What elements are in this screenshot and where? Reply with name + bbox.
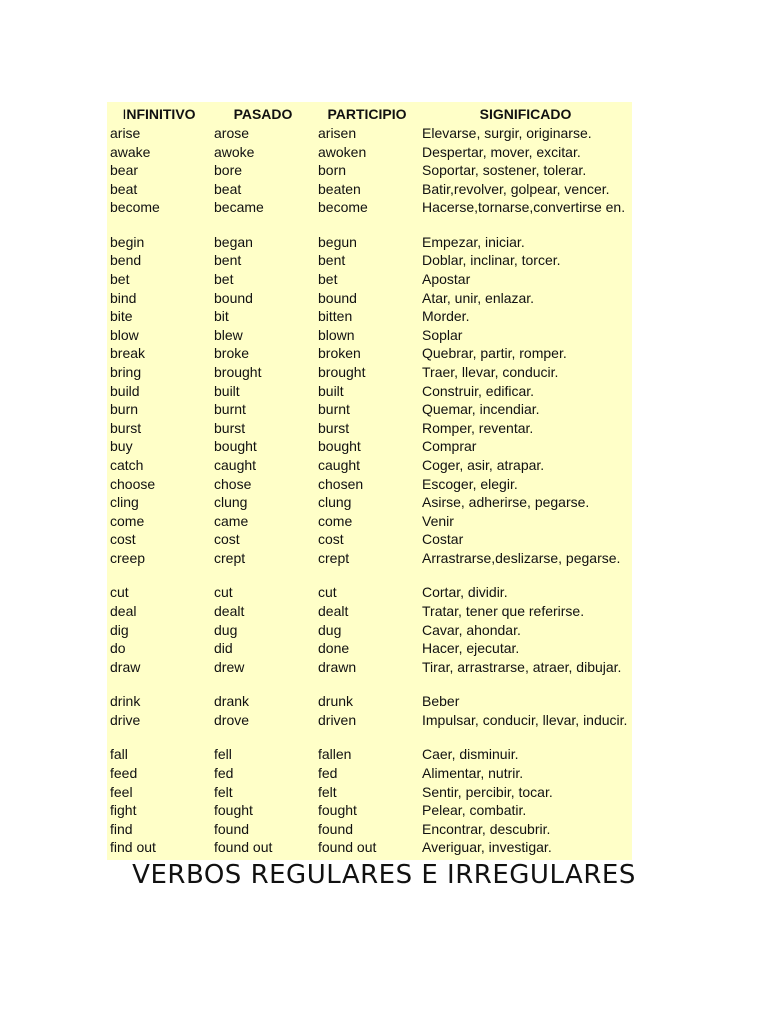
table-row	[107, 308, 632, 327]
header-infinitivo-rest: NFINITIVO	[126, 105, 196, 122]
cell-meaning: Batir,revolver, golpear, vencer.	[422, 180, 610, 197]
cell-participle: fallen	[318, 746, 352, 763]
cell-participle: burnt	[318, 401, 350, 418]
cell-past: burst	[214, 419, 246, 436]
cell-participle: born	[318, 162, 347, 179]
table-row	[107, 550, 632, 585]
cell-past: bought	[214, 438, 257, 455]
cell-past: beat	[214, 180, 242, 197]
table-row	[107, 603, 632, 622]
cell-participle: dealt	[318, 603, 349, 620]
cell-past: broke	[214, 345, 250, 362]
cell-infinitive: dig	[110, 621, 129, 638]
table-row	[107, 531, 632, 550]
cell-past: came	[214, 512, 249, 529]
cell-meaning: Empezar, iniciar.	[422, 233, 525, 250]
cell-meaning: Quebrar, partir, romper.	[422, 345, 567, 362]
cell-past: did	[214, 640, 233, 657]
cell-meaning: Tirar, arrastrarse, atraer, dibujar.	[422, 658, 622, 675]
cell-meaning: Cortar, dividir.	[422, 584, 508, 601]
cell-meaning: Escoger, elegir.	[422, 475, 518, 492]
cell-infinitive: build	[110, 382, 140, 399]
cell-meaning: Alimentar, nutrir.	[422, 765, 524, 782]
cell-meaning: Atar, unir, enlazar.	[422, 289, 535, 306]
cell-infinitive: creep	[110, 549, 146, 566]
table-row	[107, 234, 632, 253]
cell-infinitive: buy	[110, 438, 133, 455]
cell-past: bound	[214, 289, 253, 306]
cell-participle: bent	[318, 252, 346, 269]
cell-infinitive: awake	[110, 143, 151, 160]
cell-participle: drunk	[318, 693, 354, 710]
cell-past: bore	[214, 162, 243, 179]
cell-infinitive: burn	[110, 401, 139, 418]
cell-meaning: Averiguar, investigar.	[422, 839, 552, 856]
cell-meaning: Construir, edificar.	[422, 382, 535, 399]
cell-infinitive: bind	[110, 289, 137, 306]
cell-past: became	[214, 199, 264, 216]
cell-past: fell	[214, 746, 232, 763]
cell-participle: cut	[318, 584, 337, 601]
cell-infinitive: find out	[110, 839, 156, 856]
table-row	[107, 622, 632, 641]
cell-infinitive: deal	[110, 603, 137, 620]
cell-meaning: Quemar, incendiar.	[422, 401, 540, 418]
cell-meaning: Venir	[422, 512, 454, 529]
cell-participle: bitten	[318, 308, 353, 325]
header-significado: SIGNIFICADO	[479, 105, 572, 122]
table-row	[107, 327, 632, 346]
cell-infinitive: bite	[110, 308, 133, 325]
table-row	[107, 438, 632, 457]
cell-past: bent	[214, 252, 242, 269]
cell-infinitive: feel	[110, 783, 133, 800]
cell-infinitive: bend	[110, 252, 142, 269]
table-row	[107, 513, 632, 532]
cell-participle: felt	[318, 783, 337, 800]
table-row	[107, 802, 632, 821]
cell-meaning: Hacer, ejecutar.	[422, 640, 520, 657]
cell-past: blew	[214, 326, 243, 343]
table-row	[107, 271, 632, 290]
cell-meaning: Despertar, mover, excitar.	[422, 143, 581, 160]
cell-participle: done	[318, 640, 350, 657]
table-row	[107, 784, 632, 803]
cell-infinitive: come	[110, 512, 145, 529]
cell-meaning: Comprar	[422, 438, 477, 455]
cell-participle: built	[318, 382, 344, 399]
table-row	[107, 821, 632, 840]
cell-meaning: Soplar	[422, 326, 463, 343]
cell-participle: cost	[318, 531, 344, 548]
cell-meaning: Traer, llevar, conducir.	[422, 364, 559, 381]
table-row	[107, 476, 632, 495]
cell-participle: broken	[318, 345, 361, 362]
cell-participle: bound	[318, 289, 357, 306]
cell-participle: fought	[318, 802, 357, 819]
cell-past: found out	[214, 839, 273, 856]
table-row	[107, 290, 632, 309]
cell-meaning: Elevarse, surgir, originarse.	[422, 125, 592, 141]
table-row	[107, 693, 632, 712]
table-header-row	[107, 102, 632, 125]
cell-infinitive: cut	[110, 584, 129, 601]
table-row	[107, 199, 632, 234]
cell-past: built	[214, 382, 240, 399]
cell-participle: begun	[318, 233, 357, 250]
table-row	[107, 839, 632, 858]
cell-participle: beaten	[318, 180, 361, 197]
page-title: VERBOS REGULARES E IRREGULARES	[132, 860, 636, 890]
cell-participle: chosen	[318, 475, 364, 492]
cell-meaning: Coger, asir, atrapar.	[422, 457, 545, 473]
cell-meaning: Caer, disminuir.	[422, 746, 519, 763]
cell-meaning: Tratar, tener que referirse.	[422, 603, 585, 620]
cell-participle: found	[318, 820, 354, 837]
cell-participle: become	[318, 199, 368, 216]
table-row	[107, 252, 632, 271]
cell-past: fought	[214, 802, 253, 819]
cell-participle: crept	[318, 549, 350, 566]
cell-past: caught	[214, 457, 257, 473]
cell-infinitive: bring	[110, 364, 142, 381]
cell-participle: drawn	[318, 658, 357, 675]
cell-infinitive: blow	[110, 326, 139, 343]
cell-meaning: Doblar, inclinar, torcer.	[422, 252, 561, 269]
cell-past: awoke	[214, 143, 255, 160]
cell-meaning: Romper, reventar.	[422, 419, 534, 436]
header-infinitivo	[107, 102, 211, 125]
cell-infinitive: become	[110, 199, 160, 216]
cell-meaning: Pelear, combatir.	[422, 802, 527, 819]
cell-past: burnt	[214, 401, 246, 418]
cell-infinitive: cling	[110, 494, 139, 511]
table-row	[107, 345, 632, 364]
cell-infinitive: drink	[110, 693, 141, 710]
cell-infinitive: fall	[110, 746, 128, 763]
cell-past: fed	[214, 765, 234, 782]
cell-past: arose	[214, 125, 250, 141]
cell-meaning: Costar	[422, 531, 464, 548]
cell-meaning: Beber	[422, 693, 460, 710]
cell-participle: awoken	[318, 143, 367, 160]
cell-infinitive: catch	[110, 457, 144, 473]
cell-participle: clung	[318, 494, 352, 511]
cell-infinitive: beat	[110, 180, 138, 197]
cell-past: clung	[214, 494, 248, 511]
cell-participle: arisen	[318, 125, 357, 141]
cell-meaning: Asirse, adherirse, pegarse.	[422, 494, 590, 511]
cell-meaning: Hacerse,tornarse,convertirse en.	[422, 199, 626, 216]
cell-infinitive: choose	[110, 475, 156, 492]
cell-participle: brought	[318, 364, 366, 381]
cell-infinitive: bear	[110, 162, 139, 179]
table-row	[107, 494, 632, 513]
cell-infinitive: break	[110, 345, 146, 362]
cell-participle: found out	[318, 839, 377, 856]
cell-meaning: Arrastrarse,deslizarse, pegarse.	[422, 549, 621, 566]
table-body	[107, 125, 632, 858]
cell-past: bet	[214, 271, 234, 288]
table-row	[107, 125, 632, 144]
cell-infinitive: drive	[110, 711, 141, 728]
cell-participle: bet	[318, 271, 338, 288]
table-row	[107, 659, 632, 694]
irregular-verbs-table	[107, 102, 632, 858]
header-infinitivo-initial: I	[122, 105, 127, 122]
cell-participle: bought	[318, 438, 361, 455]
cell-participle: driven	[318, 711, 357, 728]
cell-past: began	[214, 233, 253, 250]
cell-meaning: Cavar, ahondar.	[422, 621, 521, 638]
table-row	[107, 712, 632, 747]
cell-participle: blown	[318, 326, 355, 343]
cell-meaning: Soportar, sostener, tolerar.	[422, 162, 587, 179]
cell-meaning: Morder.	[422, 308, 470, 325]
cell-infinitive: do	[110, 640, 126, 657]
cell-past: cost	[214, 531, 240, 548]
cell-participle: caught	[318, 457, 361, 473]
cell-infinitive: arise	[110, 125, 141, 141]
cell-past: cut	[214, 584, 233, 601]
cell-infinitive: begin	[110, 233, 145, 250]
cell-meaning: Apostar	[422, 271, 471, 288]
cell-past: drank	[214, 693, 250, 710]
cell-past: drove	[214, 711, 250, 728]
cell-past: chose	[214, 475, 252, 492]
cell-participle: come	[318, 512, 353, 529]
table-row	[107, 765, 632, 784]
cell-participle: dug	[318, 621, 342, 638]
cell-past: bit	[214, 308, 229, 325]
cell-participle: burst	[318, 419, 350, 436]
table-row	[107, 181, 632, 200]
cell-infinitive: find	[110, 820, 133, 837]
cell-past: felt	[214, 783, 233, 800]
cell-past: found	[214, 820, 250, 837]
table-row	[107, 364, 632, 383]
cell-meaning: Impulsar, conducir, llevar, inducir.	[422, 711, 628, 728]
table-row	[107, 457, 632, 476]
table-row	[107, 144, 632, 163]
cell-past: crept	[214, 549, 246, 566]
cell-past: brought	[214, 364, 262, 381]
table-row	[107, 401, 632, 420]
cell-past: dealt	[214, 603, 245, 620]
header-participio: PARTICIPIO	[327, 105, 407, 122]
table-row	[107, 584, 632, 603]
cell-infinitive: feed	[110, 765, 138, 782]
cell-past: dug	[214, 621, 238, 638]
cell-infinitive: draw	[110, 658, 141, 675]
table-row	[107, 420, 632, 439]
cell-meaning: Sentir, percibir, tocar.	[422, 783, 553, 800]
table-row	[107, 746, 632, 765]
table-row	[107, 640, 632, 659]
cell-infinitive: burst	[110, 419, 142, 436]
cell-past: drew	[214, 658, 245, 675]
cell-infinitive: bet	[110, 271, 130, 288]
header-pasado: PASADO	[233, 105, 293, 122]
table-row	[107, 162, 632, 181]
cell-infinitive: fight	[110, 802, 137, 819]
cell-meaning: Encontrar, descubrir.	[422, 820, 551, 837]
cell-participle: fed	[318, 765, 338, 782]
cell-infinitive: cost	[110, 531, 136, 548]
table-row	[107, 383, 632, 402]
